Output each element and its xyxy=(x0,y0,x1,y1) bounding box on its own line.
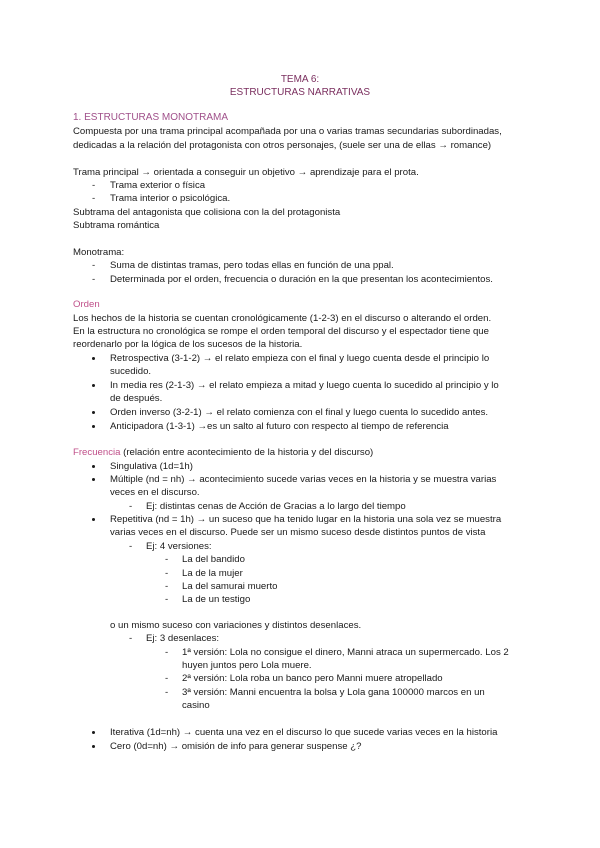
desenlace-3-cont: casino xyxy=(182,700,210,711)
frecuencia-iterativa: Iterativa (1d=nh) → cuenta una vez en el discurso lo que sucede varias veces en la historia xyxy=(110,727,498,738)
dash-marker: - xyxy=(165,554,169,565)
desenlace-3: 3ª versión: Manni encuentra la bolsa y Lola gana 100000 marcos en un xyxy=(182,687,485,698)
desenlace-1-cont: huyen juntos pero Lola muere. xyxy=(182,660,312,671)
intro-line2: dedicadas a la relación del protagonista con otros personajes, (suele ser una de ellas → romance) xyxy=(73,140,492,151)
bullet-dot xyxy=(92,411,95,414)
subtrama-antagonista: Subtrama del antagonista que colisiona con la del protagonista xyxy=(73,207,341,218)
frecuencia-cero: Cero (0d=nh) → omisión de info para generar suspense ¿? xyxy=(110,741,362,752)
orden-p3: reordenarlo por la lógica de los sucesos de la historia. xyxy=(73,339,303,350)
dash-marker: - xyxy=(165,581,169,592)
dash-marker: - xyxy=(165,687,169,698)
ejemplo-versiones: Ej: 4 versiones: xyxy=(146,541,212,552)
orden-p2: En la estructura no cronológica se rompe el orden temporal del discurso y el espectador tiene que xyxy=(73,326,489,337)
dash-marker: - xyxy=(129,541,133,552)
dash-marker: - xyxy=(165,594,169,605)
section-heading-monotrama: 1. ESTRUCTURAS MONOTRAMA xyxy=(73,112,229,123)
desenlace-1: 1ª versión: Lola no consigue el dinero, Manni atraca un supermercado. Los 2 xyxy=(182,647,509,658)
version-samurai: La del samurai muerto xyxy=(182,581,278,592)
bullet-dot xyxy=(92,518,95,521)
bullet-dot xyxy=(92,731,95,734)
frecuencia-heading-desc: (relación entre acontecimiento de la historia y del discurso) xyxy=(120,447,374,458)
ejemplo-desenlaces: Ej: 3 desenlaces: xyxy=(146,633,220,644)
orden-item-retrospectiva: Retrospectiva (3-1-2) → el relato empieza con el final y luego cuenta desde el principio lo xyxy=(110,353,490,364)
frecuencia-repetitiva-cont: varias veces en el discurso. Puede ser un mismo suceso desde distintos puntos de vista xyxy=(110,527,486,538)
orden-item-media-res: In media res (2-1-3) → el relato empieza a mitad y luego cuenta lo sucedido al principio y lo xyxy=(110,380,499,391)
desenlace-2: 2ª versión: Lola roba un banco pero Manni muere atropellado xyxy=(182,673,443,684)
dash-marker: - xyxy=(165,673,169,684)
monotrama-item-2: Determinada por el orden, frecuencia o duración en la que presentan los acontecimientos. xyxy=(110,274,493,285)
version-bandido: La del bandido xyxy=(182,554,245,565)
bullet-dot xyxy=(92,478,95,481)
frecuencia-multiple: Múltiple (nd = nh) → acontecimiento sucede varias veces en la historia y se muestra varias xyxy=(110,474,497,485)
orden-item-media-res-cont: de después. xyxy=(110,393,163,404)
version-mujer: La de la mujer xyxy=(182,568,243,579)
monotrama-item-1: Suma de distintas tramas, pero todas ellas en función de una ppal. xyxy=(110,260,394,271)
title-line2: ESTRUCTURAS NARRATIVAS xyxy=(229,87,371,98)
dash-marker: - xyxy=(129,633,133,644)
section-heading-frecuencia: Frecuencia xyxy=(73,447,121,458)
frecuencia-multiple-cont: veces en el discurso. xyxy=(110,487,200,498)
trama-principal: Trama principal → orientada a conseguir un objetivo → aprendizaje para el prota. xyxy=(73,167,419,178)
dash-marker: - xyxy=(92,180,96,191)
bullet-dot xyxy=(92,384,95,387)
frecuencia-repetitiva: Repetitiva (nd = 1h) → un suceso que ha tenido lugar en la historia una sola vez se muestra xyxy=(110,514,502,525)
dash-marker: - xyxy=(92,260,96,271)
orden-p1: Los hechos de la historia se cuentan cronológicamente (1-2-3) en el discurso o alterando el orden. xyxy=(73,313,492,324)
title-line1: TEMA 6: xyxy=(280,74,320,85)
bullet-dot xyxy=(92,357,95,360)
dash-marker: - xyxy=(129,501,133,512)
version-testigo: La de un testigo xyxy=(182,594,251,605)
dash-marker: - xyxy=(92,274,96,285)
trama-item-2: Trama interior o psicológica. xyxy=(110,193,231,204)
bullet-dot xyxy=(92,465,95,468)
subtrama-romantica: Subtrama romántica xyxy=(73,220,160,231)
section-heading-orden: Orden xyxy=(73,299,100,310)
orden-item-inverso: Orden inverso (3-2-1) → el relato comienza con el final y luego cuenta lo sucedido antes. xyxy=(110,407,489,418)
frecuencia-heading-line xyxy=(73,446,373,459)
dash-marker: - xyxy=(165,647,169,658)
intro-line1: Compuesta por una trama principal acompañada por una o varias tramas secundarias subordinadas, xyxy=(73,126,502,137)
bullet-dot xyxy=(92,745,95,748)
frecuencia-multiple-ejemplo: Ej: distintas cenas de Acción de Gracias a lo largo del tiempo xyxy=(146,501,406,512)
mismo-suceso-variaciones: o un mismo suceso con variaciones y distintos desenlaces. xyxy=(110,620,362,631)
monotrama-label: Monotrama: xyxy=(73,247,125,258)
orden-item-retrospectiva-cont: sucedido. xyxy=(110,366,152,377)
dash-marker: - xyxy=(165,568,169,579)
orden-item-anticipadora: Anticipadora (1-3-1) →es un salto al futuro con respecto al tiempo de referencia xyxy=(110,421,449,432)
dash-marker: - xyxy=(92,193,96,204)
trama-item-1: Trama exterior o física xyxy=(110,180,206,191)
bullet-dot xyxy=(92,425,95,428)
frecuencia-singulativa: Singulativa (1d=1h) xyxy=(110,461,193,472)
